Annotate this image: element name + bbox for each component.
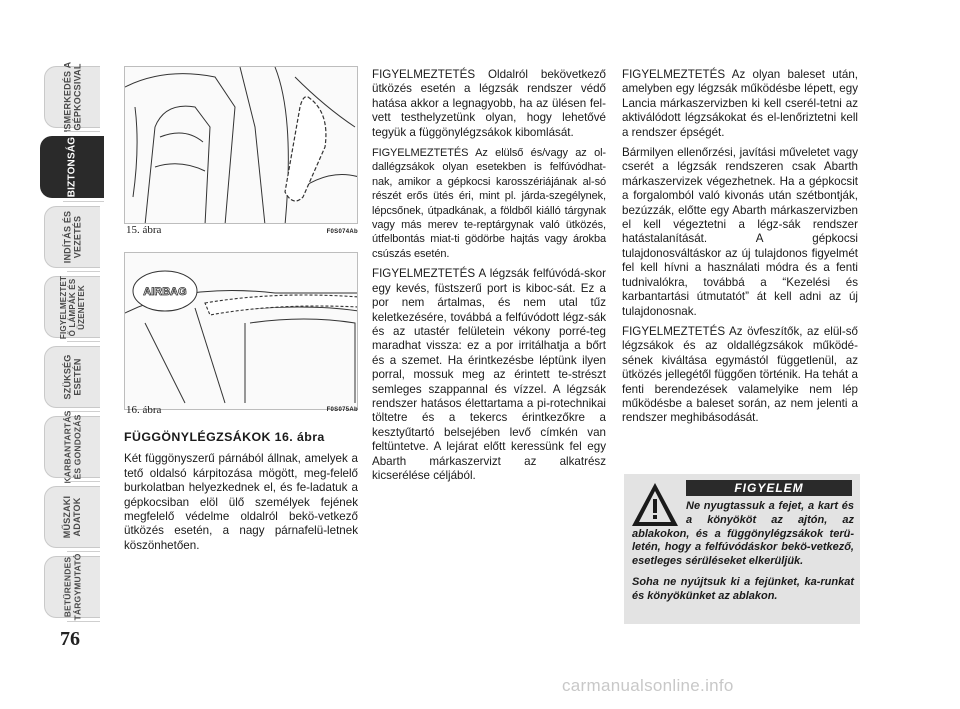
warning-box: [624, 474, 860, 624]
tab-label: BETŰRENDES TÁRGYMUTATÓ: [62, 553, 83, 621]
column-2: [372, 68, 606, 489]
figure-15-code: F0S074Ab: [326, 229, 358, 235]
section-heading: FÜGGÖNYLÉGZSÁKOK 16. ábra: [124, 430, 325, 444]
figure-15-image: [124, 66, 358, 224]
chapter-sidebar: [40, 61, 104, 626]
paragraph: FIGYELMEZTETÉS Oldalról bekövetkező ütközés esetén a légzsák rendszer védő hatása akkor a legnagyobb, ha az ülésen fel-vett testhelyzetünk olyan, hogy lehetővé tegyük a függönylégzsákok kibomlását.: [372, 68, 606, 139]
tab-figyelmezteto[interactable]: [44, 276, 100, 338]
airbag-label: AIRBAG: [143, 286, 187, 298]
page-number: 76: [60, 628, 80, 650]
figure-16-image: [124, 252, 358, 410]
figure-15-caption: 15. ábra: [126, 224, 162, 236]
paragraph: FIGYELMEZTETÉS Az elülső és/vagy az ol-dallégzsákok olyan esetekben is felfúvódhat-nak, amikor a gépkocsi karosszériájának al-só részét erős ütés éri, mint pl. járda-szegélynek, lépcsőnek, útpadkának, a földből kiálló tárgynak vagy más merev te-reptárgynak való ütközés, útfelbontás miat-ti gödörbe hajtás vagy árokba csúszás esetén.: [372, 147, 606, 260]
tab-label: INDÍTÁS ÉS VEZETÉS: [62, 210, 83, 264]
paragraph: Két függönyszerű párnából állnak, amelyek a tető oldalsó kárpitozása mögött, meg-felelő burkolatban helyezkednek el, és fe-ladatuk a gépkocsiban elöl ülő személyek fejének megfelelő védelme oldalról bekö-vetkező ütközés esetén, a nagy párnafelü-letnek köszönhetően.: [124, 452, 358, 552]
tab-karbantartas[interactable]: [44, 410, 100, 484]
figure-16-code: F0S075Ab: [326, 407, 358, 413]
column-3: [622, 68, 858, 432]
watermark: carmanualsonline.info: [562, 676, 734, 695]
figure-16-caption: 16. ábra: [126, 404, 162, 416]
warning-paragraph: Soha ne nyújtsuk ki a fejünket, ka-runkat és könyökünket az ablakon.: [632, 575, 854, 602]
tab-label: KARBANTARTÁS ÉS GONDOZÁS: [62, 410, 83, 484]
curtain-airbag-illustration: [125, 253, 358, 410]
tab-label: BIZTONSÁG: [66, 136, 78, 198]
paragraph: FIGYELMEZTETÉS A légzsák felfúvódá-skor egy kevés, füstszerű port is kiboc-sát. Ez a por nem ártalmas, és nem utal tűz keletkezésére, továbbá a felfúvódott légz-sák és az utastér felületein vékony porré-teg maradhat vissza: ez a por irritálhatja a bőrt és a szemet. Ha érintkezésbe léptünk ilyen porral, mossuk meg az érintett te-strészt semleges szappannal és vízzel. A légzsák rendszer hatásos élettartama a pi-rotechnikai töltetre és a tekercs érintkezőkre a kesztyűtartó belsejében levő címkén van feltüntetve. A lejárat előtt keressünk fel egy Abarth márkaszervizt az alkatrész kicserélése céljából.: [372, 267, 606, 482]
tab-ismerkedes[interactable]: [44, 61, 100, 133]
warning-title: FIGYELEM: [686, 480, 852, 496]
column-1: [124, 430, 358, 559]
tab-muszaki[interactable]: [44, 486, 100, 548]
tab-label: SZÜKSÉG ESETÉN: [62, 354, 83, 400]
warning-text: [632, 500, 854, 611]
tab-targymutato[interactable]: [44, 553, 100, 621]
tab-biztonsag[interactable]: [40, 136, 104, 198]
tab-label: FIGYELMEZTET Ő LÁMPÁK ÉS ÜZENETEK: [59, 275, 87, 339]
paragraph: FIGYELMEZTETÉS Az övfeszítők, az elül-ső légzsákok és az oldallégzsákok működé-sének kiváltása egymástól függetlenül, az ütközés jellegétől függően történik. Ha tehát a fenti berendezések valamelyike nem lép működésbe a baleset során, az nem jelenti a rendszer meghibásodását.: [622, 324, 858, 425]
tab-szukseg[interactable]: [44, 346, 100, 408]
warning-paragraph: Ne nyugtassuk a fejet, a kart és a könyököt az ajtón, az ablakokon, és a függönylégzsákok terü-letén, hogy a felfúvódáskor bekö-vetkező, esetleges sérüléseket elkerüljük.: [632, 500, 854, 568]
paragraph: FIGYELMEZTETÉS Az olyan baleset után, amelyben egy légzsák működésbe lépett, egy Lancia márkaszervizben ki kell cserél-tetni az aktiválódott légzsákokat és el-lenőriztetni kell a rendszer épségét.: [622, 68, 858, 139]
seat-interior-illustration: [125, 67, 358, 224]
tab-label: ISMERKEDÉS A GÉPKOCSIVAL: [62, 61, 83, 133]
tab-inditas[interactable]: [44, 206, 100, 268]
tab-label: MŰSZAKI ADATOK: [62, 495, 83, 539]
paragraph: Bármilyen ellenőrzési, javítási műveletet vagy cserét a légzsák rendszeren csak Abarth márkaszervizek végezhetnek. Ha a gépkocsit a forgalomból való kivonás után szétbontják, bezúzzák, előtte egy Abarth márkaszervizben el kell végeztetni a légz-sák rendszer hatástalanítását. A gépkocsi tulajdonosváltáskor az új tulajdonos figyelmét fel kell hívni a használati módra és a fenti tudnivalókra, továbbá a “Kezelési és karbantartási útmutatót” át kell adni az új tulajdonosnak.: [622, 146, 858, 318]
